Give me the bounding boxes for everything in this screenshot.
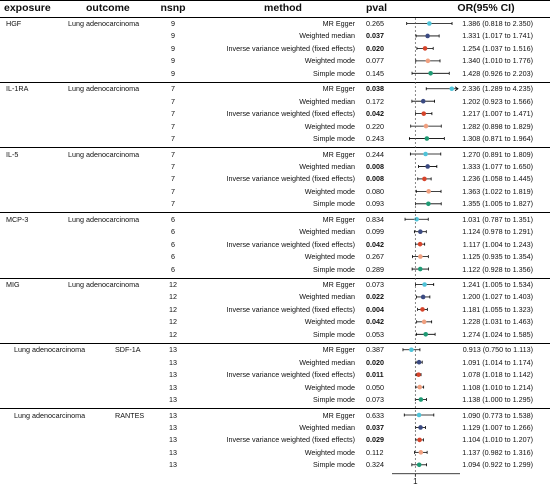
or-ci-cell: 1.202 (0.923 to 1.566) — [462, 96, 533, 106]
or-ci-cell: 1.090 (0.773 to 1.538) — [462, 410, 533, 420]
or-ci-cell: 1.078 (1.018 to 1.142) — [462, 370, 533, 380]
header-exposure: exposure — [4, 2, 51, 14]
nsnp-cell: 13 — [169, 447, 177, 457]
method-cell: Weighted mode — [304, 186, 355, 196]
nsnp-cell: 7 — [171, 109, 175, 119]
point-estimate — [428, 71, 433, 76]
pval-cell: 0.073 — [366, 280, 384, 289]
nsnp-cell: 13 — [169, 382, 177, 392]
point-estimate — [421, 295, 426, 300]
method-cell: Simple mode — [313, 68, 355, 78]
outcome-label: Lung adenocarcinoma — [68, 19, 140, 28]
pval-cell: 0.834 — [366, 214, 384, 224]
pval-cell: 0.073 — [366, 395, 384, 405]
point-estimate — [422, 320, 427, 325]
method-cell: Simple mode — [313, 199, 355, 209]
method-cell: MR Egger — [322, 280, 355, 289]
method-cell: Weighted mode — [304, 252, 355, 262]
nsnp-cell: 6 — [171, 264, 175, 274]
or-ci-cell: 1.270 (0.891 to 1.809) — [462, 149, 533, 159]
header-outcome: outcome — [86, 2, 130, 14]
method-cell: Weighted median — [299, 227, 355, 237]
method-cell: Weighted median — [299, 357, 355, 367]
or-ci-cell: 1.355 (1.005 to 1.827) — [462, 199, 533, 209]
method-cell: Weighted median — [299, 292, 355, 302]
point-estimate — [421, 99, 426, 104]
nsnp-cell: 9 — [171, 19, 175, 28]
nsnp-cell: 7 — [171, 134, 175, 144]
method-cell: Inverse variance weighted (fixed effects) — [226, 239, 355, 249]
pval-cell: 0.220 — [366, 121, 384, 131]
pval-cell: 0.020 — [366, 357, 384, 367]
nsnp-cell: 9 — [171, 31, 175, 41]
or-ci-cell: 1.200 (1.027 to 1.403) — [462, 292, 533, 302]
pval-cell: 0.008 — [366, 174, 384, 184]
or-ci-cell: 1.236 (1.058 to 1.445) — [462, 174, 533, 184]
pval-cell: 0.099 — [366, 227, 384, 237]
point-estimate — [423, 152, 428, 157]
exposure-label: Lung adenocarcinoma — [14, 345, 86, 355]
nsnp-cell: 13 — [169, 422, 177, 432]
exposure-label: IL-5 — [6, 149, 19, 159]
point-estimate — [426, 59, 431, 64]
nsnp-cell: 7 — [171, 186, 175, 196]
pval-cell: 0.243 — [366, 134, 384, 144]
pval-cell: 0.244 — [366, 149, 384, 159]
or-ci-cell: 1.137 (0.982 to 1.316) — [462, 447, 533, 457]
nsnp-cell: 9 — [171, 56, 175, 66]
pval-cell: 0.112 — [366, 447, 384, 457]
method-cell: Inverse variance weighted (fixed effects) — [226, 435, 355, 445]
or-ci-cell: 1.091 (1.014 to 1.174) — [462, 357, 533, 367]
pval-cell: 0.038 — [366, 84, 384, 94]
pval-cell: 0.633 — [366, 410, 384, 420]
pval-cell: 0.077 — [366, 56, 384, 66]
or-ci-cell: 1.308 (0.871 to 1.964) — [462, 134, 533, 144]
or-ci-cell: 1.274 (1.024 to 1.585) — [462, 329, 533, 339]
nsnp-cell: 13 — [169, 357, 177, 367]
or-ci-cell: 1.340 (1.010 to 1.776) — [462, 56, 533, 66]
or-ci-cell: 1.333 (1.077 to 1.650) — [462, 161, 533, 171]
point-estimate — [427, 21, 432, 26]
nsnp-cell: 12 — [169, 280, 177, 289]
method-cell: Inverse variance weighted (fixed effects) — [226, 174, 355, 184]
or-ci-cell: 1.331 (1.017 to 1.741) — [462, 31, 533, 41]
method-cell: Weighted mode — [304, 447, 355, 457]
method-cell: Simple mode — [313, 329, 355, 339]
header-pval: pval — [366, 2, 388, 14]
nsnp-cell: 7 — [171, 121, 175, 131]
or-ci-cell: 1.104 (1.010 to 1.207) — [462, 435, 533, 445]
or-ci-cell: 1.386 (0.818 to 2.350) — [462, 19, 533, 28]
header-nsnp: nsnp — [160, 2, 186, 14]
pval-cell: 0.172 — [366, 96, 384, 106]
outcome-label: RANTES — [115, 410, 145, 420]
pval-cell: 0.080 — [366, 186, 384, 196]
or-ci-cell: 2.336 (1.289 to 4.235) — [462, 84, 533, 94]
pval-cell: 0.042 — [366, 109, 384, 119]
exposure-label: Lung adenocarcinoma — [14, 410, 86, 420]
nsnp-cell: 7 — [171, 174, 175, 184]
nsnp-cell: 7 — [171, 84, 175, 94]
method-cell: Simple mode — [313, 264, 355, 274]
point-estimate — [426, 189, 431, 194]
point-estimate — [422, 177, 427, 182]
pval-cell: 0.008 — [366, 161, 384, 171]
or-ci-cell: 1.117 (1.004 to 1.243) — [462, 239, 533, 249]
nsnp-cell: 7 — [171, 199, 175, 209]
point-estimate — [421, 111, 426, 116]
pval-cell: 0.053 — [366, 329, 384, 339]
nsnp-cell: 12 — [169, 304, 177, 314]
nsnp-cell: 6 — [171, 214, 175, 224]
point-estimate — [419, 450, 424, 455]
or-ci-cell: 1.122 (0.928 to 1.356) — [462, 264, 533, 274]
pval-cell: 0.020 — [366, 43, 384, 53]
method-cell: Weighted mode — [304, 121, 355, 131]
exposure-label: IL-1RA — [6, 84, 29, 94]
nsnp-cell: 13 — [169, 395, 177, 405]
point-estimate — [418, 229, 423, 234]
or-ci-cell: 1.217 (1.007 to 1.471) — [462, 109, 533, 119]
or-ci-cell: 1.129 (1.007 to 1.266) — [462, 422, 533, 432]
point-estimate — [418, 425, 423, 430]
method-cell: Inverse variance weighted (fixed effects) — [226, 109, 355, 119]
point-estimate — [425, 136, 430, 141]
point-estimate — [416, 372, 421, 377]
pval-cell: 0.004 — [366, 304, 384, 314]
header-method: method — [264, 2, 302, 14]
or-ci-cell: 1.428 (0.926 to 2.203) — [462, 68, 533, 78]
pval-cell: 0.324 — [366, 460, 384, 470]
point-estimate — [417, 438, 422, 443]
outcome-label: Lung adenocarcinoma — [68, 280, 140, 289]
method-cell: Weighted median — [299, 31, 355, 41]
pval-cell: 0.022 — [366, 292, 384, 302]
nsnp-cell: 13 — [169, 345, 177, 355]
or-ci-cell: 1.124 (0.978 to 1.291) — [462, 227, 533, 237]
pval-cell: 0.050 — [366, 382, 384, 392]
method-cell: MR Egger — [322, 214, 355, 224]
pval-cell: 0.289 — [366, 264, 384, 274]
nsnp-cell: 7 — [171, 149, 175, 159]
nsnp-cell: 6 — [171, 252, 175, 262]
exposure-label: MCP-3 — [6, 214, 29, 224]
nsnp-cell: 13 — [169, 410, 177, 420]
nsnp-cell: 7 — [171, 161, 175, 171]
or-ci-cell: 1.031 (0.787 to 1.351) — [462, 214, 533, 224]
or-ci-cell: 1.241 (1.005 to 1.534) — [462, 280, 533, 289]
nsnp-cell: 13 — [169, 435, 177, 445]
point-estimate — [418, 267, 423, 272]
or-ci-cell: 1.282 (0.898 to 1.829) — [462, 121, 533, 131]
point-estimate — [419, 397, 424, 402]
point-estimate — [449, 86, 454, 91]
method-cell: Weighted mode — [304, 56, 355, 66]
or-ci-cell: 1.254 (1.037 to 1.516) — [462, 43, 533, 53]
pval-cell: 0.093 — [366, 199, 384, 209]
method-cell: Weighted median — [299, 161, 355, 171]
nsnp-cell: 6 — [171, 239, 175, 249]
point-estimate — [418, 254, 423, 259]
nsnp-cell: 7 — [171, 96, 175, 106]
exposure-label: MIG — [6, 280, 20, 289]
pval-cell: 0.037 — [366, 422, 384, 432]
method-cell: Weighted mode — [304, 382, 355, 392]
nsnp-cell: 9 — [171, 43, 175, 53]
or-ci-cell: 1.094 (0.922 to 1.299) — [462, 460, 533, 470]
point-estimate — [425, 164, 430, 169]
or-ci-cell: 1.108 (1.010 to 1.214) — [462, 382, 533, 392]
method-cell: MR Egger — [322, 345, 355, 355]
point-estimate — [423, 332, 428, 337]
nsnp-cell: 13 — [169, 460, 177, 470]
pval-cell: 0.042 — [366, 239, 384, 249]
method-cell: Inverse variance weighted (fixed effects) — [226, 370, 355, 380]
point-estimate — [425, 34, 430, 39]
or-ci-cell: 1.125 (0.935 to 1.354) — [462, 252, 533, 262]
or-ci-cell: 1.181 (1.055 to 1.323) — [462, 304, 533, 314]
point-estimate — [418, 242, 423, 247]
or-ci-cell: 1.228 (1.031 to 1.463) — [462, 317, 533, 327]
method-cell: Weighted median — [299, 96, 355, 106]
pval-cell: 0.145 — [366, 68, 384, 78]
outcome-label: Lung adenocarcinoma — [68, 149, 140, 159]
pval-cell: 0.011 — [366, 370, 384, 380]
method-cell: Simple mode — [313, 395, 355, 405]
point-estimate — [409, 347, 414, 352]
method-cell: MR Egger — [322, 84, 355, 94]
method-cell: MR Egger — [322, 149, 355, 159]
or-ci-cell: 1.363 (1.022 to 1.819) — [462, 186, 533, 196]
method-cell: Weighted median — [299, 422, 355, 432]
nsnp-cell: 13 — [169, 370, 177, 380]
point-estimate — [424, 124, 429, 129]
outcome-label: Lung adenocarcinoma — [68, 84, 140, 94]
nsnp-cell: 6 — [171, 227, 175, 237]
method-cell: Inverse variance weighted (fixed effects) — [226, 43, 355, 53]
point-estimate — [417, 360, 422, 365]
pval-cell: 0.265 — [366, 19, 384, 28]
method-cell: MR Egger — [322, 19, 355, 28]
or-ci-cell: 1.138 (1.000 to 1.295) — [462, 395, 533, 405]
or-ci-cell: 0.913 (0.750 to 1.113) — [462, 345, 533, 355]
point-estimate — [417, 463, 422, 468]
exposure-label: HGF — [6, 19, 22, 28]
point-estimate — [417, 413, 422, 418]
method-cell: Weighted mode — [304, 317, 355, 327]
outcome-label: SDF-1A — [115, 345, 141, 355]
method-cell: Simple mode — [313, 460, 355, 470]
point-estimate — [420, 307, 425, 312]
pval-cell: 0.029 — [366, 435, 384, 445]
pval-cell: 0.387 — [366, 345, 384, 355]
nsnp-cell: 12 — [169, 292, 177, 302]
nsnp-cell: 12 — [169, 329, 177, 339]
nsnp-cell: 9 — [171, 68, 175, 78]
point-estimate — [426, 202, 431, 207]
method-cell: Simple mode — [313, 134, 355, 144]
header-or: OR(95% CI) — [457, 2, 515, 14]
pval-cell: 0.037 — [366, 31, 384, 41]
axis-tick-label: 1 — [413, 476, 418, 486]
method-cell: MR Egger — [322, 410, 355, 420]
point-estimate — [417, 385, 422, 390]
pval-cell: 0.267 — [366, 252, 384, 262]
pval-cell: 0.042 — [366, 317, 384, 327]
nsnp-cell: 12 — [169, 317, 177, 327]
point-estimate — [422, 282, 427, 287]
outcome-label: Lung adenocarcinoma — [68, 214, 140, 224]
point-estimate — [423, 46, 428, 51]
method-cell: Inverse variance weighted (fixed effects) — [226, 304, 355, 314]
